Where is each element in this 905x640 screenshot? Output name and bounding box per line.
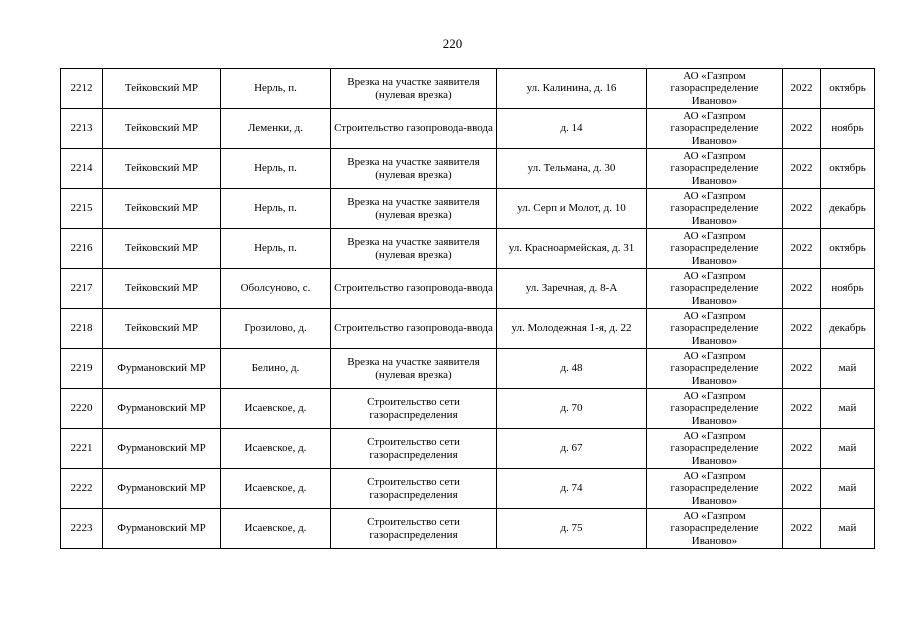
year-cell: 2022 — [783, 469, 821, 509]
locality-cell: Нерль, п. — [221, 69, 331, 109]
month-cell: ноябрь — [821, 109, 875, 149]
row-number: 2222 — [61, 469, 103, 509]
organization-cell: АО «Газпром газораспределение Иваново» — [647, 349, 783, 389]
address-cell: ул. Серп и Молот, д. 10 — [497, 189, 647, 229]
table-row — [61, 309, 875, 349]
district-cell: Фурмановский МР — [103, 509, 221, 549]
work-type-cell: Строительство газопровода-ввода — [331, 269, 497, 309]
locality-cell: Грозилово, д. — [221, 309, 331, 349]
month-cell: октябрь — [821, 69, 875, 109]
month-cell: май — [821, 429, 875, 469]
organization-cell: АО «Газпром газораспределение Иваново» — [647, 229, 783, 269]
locality-cell: Нерль, п. — [221, 229, 331, 269]
work-type-cell: Врезка на участке заявителя (нулевая врезка) — [331, 229, 497, 269]
work-type-cell: Строительство газопровода-ввода — [331, 309, 497, 349]
table-row — [61, 509, 875, 549]
document-table — [60, 68, 875, 549]
address-cell: д. 74 — [497, 469, 647, 509]
locality-cell: Нерль, п. — [221, 189, 331, 229]
row-number: 2215 — [61, 189, 103, 229]
district-cell: Тейковский МР — [103, 189, 221, 229]
row-number: 2219 — [61, 349, 103, 389]
table-row — [61, 429, 875, 469]
month-cell: май — [821, 469, 875, 509]
organization-cell: АО «Газпром газораспределение Иваново» — [647, 149, 783, 189]
locality-cell: Леменки, д. — [221, 109, 331, 149]
month-cell: октябрь — [821, 229, 875, 269]
table-row — [61, 389, 875, 429]
row-number: 2218 — [61, 309, 103, 349]
locality-cell: Исаевское, д. — [221, 429, 331, 469]
month-cell: май — [821, 389, 875, 429]
district-cell: Тейковский МР — [103, 229, 221, 269]
page-number: 220 — [442, 36, 463, 51]
year-cell: 2022 — [783, 389, 821, 429]
organization-cell: АО «Газпром газораспределение Иваново» — [647, 269, 783, 309]
work-type-cell: Строительство сети газораспределения — [331, 469, 497, 509]
month-cell: май — [821, 509, 875, 549]
work-type-cell: Врезка на участке заявителя (нулевая врезка) — [331, 69, 497, 109]
month-cell: ноябрь — [821, 269, 875, 309]
work-type-cell: Врезка на участке заявителя (нулевая врезка) — [331, 149, 497, 189]
locality-cell: Оболсуново, с. — [221, 269, 331, 309]
row-number: 2223 — [61, 509, 103, 549]
year-cell: 2022 — [783, 269, 821, 309]
locality-cell: Белино, д. — [221, 349, 331, 389]
address-cell: д. 70 — [497, 389, 647, 429]
work-type-cell: Строительство сети газораспределения — [331, 509, 497, 549]
table-row — [61, 69, 875, 109]
row-number: 2216 — [61, 229, 103, 269]
organization-cell: АО «Газпром газораспределение Иваново» — [647, 69, 783, 109]
address-cell: ул. Красноармейская, д. 31 — [497, 229, 647, 269]
district-cell: Фурмановский МР — [103, 389, 221, 429]
row-number: 2217 — [61, 269, 103, 309]
month-cell: октябрь — [821, 149, 875, 189]
organization-cell: АО «Газпром газораспределение Иваново» — [647, 109, 783, 149]
year-cell: 2022 — [783, 189, 821, 229]
row-number: 2221 — [61, 429, 103, 469]
work-type-cell: Строительство газопровода-ввода — [331, 109, 497, 149]
district-cell: Тейковский МР — [103, 309, 221, 349]
address-cell: д. 48 — [497, 349, 647, 389]
locality-cell: Нерль, п. — [221, 149, 331, 189]
month-cell: декабрь — [821, 189, 875, 229]
row-number: 2213 — [61, 109, 103, 149]
table-row — [61, 229, 875, 269]
row-number: 2220 — [61, 389, 103, 429]
address-cell: д. 14 — [497, 109, 647, 149]
address-cell: ул. Тельмана, д. 30 — [497, 149, 647, 189]
table-row — [61, 269, 875, 309]
address-cell: д. 67 — [497, 429, 647, 469]
row-number: 2212 — [61, 69, 103, 109]
table-row — [61, 189, 875, 229]
organization-cell: АО «Газпром газораспределение Иваново» — [647, 469, 783, 509]
organization-cell: АО «Газпром газораспределение Иваново» — [647, 429, 783, 469]
district-cell: Тейковский МР — [103, 69, 221, 109]
row-number: 2214 — [61, 149, 103, 189]
locality-cell: Исаевское, д. — [221, 469, 331, 509]
address-cell: ул. Молодежная 1-я, д. 22 — [497, 309, 647, 349]
district-cell: Фурмановский МР — [103, 429, 221, 469]
year-cell: 2022 — [783, 69, 821, 109]
year-cell: 2022 — [783, 309, 821, 349]
year-cell: 2022 — [783, 509, 821, 549]
month-cell: декабрь — [821, 309, 875, 349]
year-cell: 2022 — [783, 109, 821, 149]
work-type-cell: Врезка на участке заявителя (нулевая врезка) — [331, 189, 497, 229]
organization-cell: АО «Газпром газораспределение Иваново» — [647, 389, 783, 429]
address-cell: д. 75 — [497, 509, 647, 549]
district-cell: Фурмановский МР — [103, 349, 221, 389]
organization-cell: АО «Газпром газораспределение Иваново» — [647, 509, 783, 549]
work-type-cell: Строительство сети газораспределения — [331, 389, 497, 429]
district-cell: Фурмановский МР — [103, 469, 221, 509]
table-row — [61, 109, 875, 149]
work-type-cell: Строительство сети газораспределения — [331, 429, 497, 469]
month-cell: май — [821, 349, 875, 389]
table-row — [61, 469, 875, 509]
address-cell: ул. Калинина, д. 16 — [497, 69, 647, 109]
year-cell: 2022 — [783, 149, 821, 189]
organization-cell: АО «Газпром газораспределение Иваново» — [647, 189, 783, 229]
address-cell: ул. Заречная, д. 8-А — [497, 269, 647, 309]
year-cell: 2022 — [783, 429, 821, 469]
year-cell: 2022 — [783, 229, 821, 269]
work-type-cell: Врезка на участке заявителя (нулевая врезка) — [331, 349, 497, 389]
organization-cell: АО «Газпром газораспределение Иваново» — [647, 309, 783, 349]
year-cell: 2022 — [783, 349, 821, 389]
locality-cell: Исаевское, д. — [221, 389, 331, 429]
district-cell: Тейковский МР — [103, 269, 221, 309]
district-cell: Тейковский МР — [103, 109, 221, 149]
table-row — [61, 349, 875, 389]
locality-cell: Исаевское, д. — [221, 509, 331, 549]
table-row — [61, 149, 875, 189]
district-cell: Тейковский МР — [103, 149, 221, 189]
